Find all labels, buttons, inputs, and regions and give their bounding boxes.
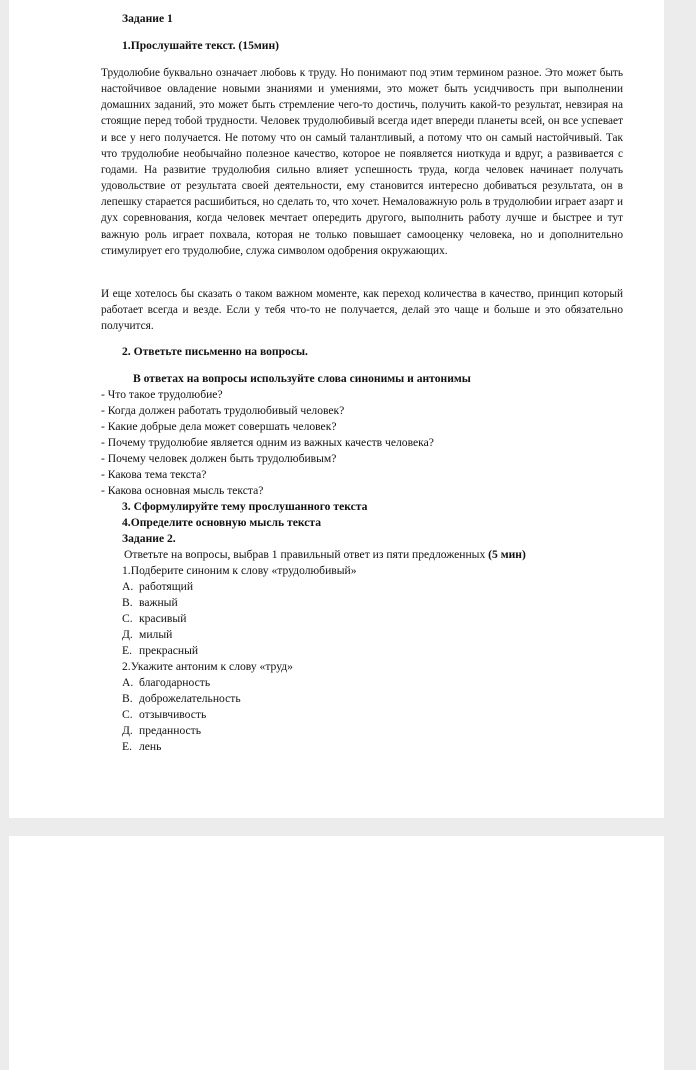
option-1c: C. красивый: [122, 612, 187, 625]
listen-heading: 1.Прослушайте текст. (15мин): [122, 39, 279, 52]
question-item: - Когда должен работать трудолюбивый человек?: [101, 404, 345, 417]
option-1e: E. прекрасный: [122, 644, 199, 657]
option-2e: E. лень: [122, 740, 162, 753]
document-page-2: [9, 836, 664, 1070]
question-item: - Что такое трудолюбие?: [101, 388, 223, 401]
option-1d: Д. милый: [122, 628, 173, 641]
question-2: 2.Укажите антоним к слову «труд»: [122, 660, 293, 673]
step-3: 3. Сформулируйте тему прослушанного текста: [122, 500, 368, 513]
task2-time: (5 мин): [488, 548, 526, 561]
question-item: - Какова тема текста?: [101, 468, 207, 481]
option-2d: Д. преданность: [122, 724, 202, 737]
option-1a: A. работящий: [122, 580, 194, 593]
answer-heading: 2. Ответьте письменно на вопросы.: [122, 345, 308, 358]
document-page-1: [9, 0, 664, 818]
question-item: - Почему трудолюбие является одним из важных качеств человека?: [101, 436, 434, 449]
question-item: - Почему человек должен быть трудолюбивым?: [101, 452, 337, 465]
paragraph-2: И еще хотелось бы сказать о таком важном моменте, как переход количества в качество, принцип который работает всегда и везде. Если у тебя что-то не получается, делай это чаще и больше и это обязательно получится.: [101, 288, 623, 333]
option-2a: A. благодарность: [122, 676, 211, 689]
question-item: - Какие добрые дела может совершать человек?: [101, 420, 337, 433]
task1-title: Задание 1: [122, 12, 173, 25]
step-4: 4.Определите основную мысль текста: [122, 516, 322, 529]
task2-instruction: Ответьте на вопросы, выбрав 1 правильный ответ из пяти предложенных (5 мин): [124, 548, 526, 561]
task2-title: Задание 2.: [122, 532, 176, 545]
option-2c: C. отзывчивость: [122, 708, 207, 721]
paragraph-1: Трудолюбие буквально означает любовь к труду. Но понимают под этим термином разное. Это может быть настойчивое овладение новыми знаниями и умениями, это может быть усидчивость при выполнении домашних заданий, это может быть стремление чего-то достичь, получить какой-то результат, невзирая на стоящие перед тобой трудности. Человек трудолюбивый всегда идет впереди планеты всей, он все успевает и все у него получается. Не потому что он самый талантливый, а потому что он самый настойчивый. Так что трудолюбие необычайно полезное качество, которое не появляется ниоткуда и вдруг, а развивается с годами. На развитие трудолюбия сильно влияет успешность труда, когда человек начинает получать удовольствие от результата своей деятельности, ему становится интересно добиваться результата, он в лепешку старается расшибиться, но сделать то, что хочет. Немаловажную роль в трудолюбии играет азарт и дух соревнования, когда человек мечтает опередить другого, выполнить работу лучше и быстрее и тут важную роль играет похвала, которая не только повышает самооценку человека, но и дополнительно стимулирует его трудолюбие, служа символом одобрения окружающих.: [101, 67, 623, 257]
option-1b: B. важный: [122, 596, 178, 609]
question-item: - Какова основная мысль текста?: [101, 484, 264, 497]
synonyms-note: В ответах на вопросы используйте слова синонимы и антонимы: [133, 372, 471, 385]
question-1: 1.Подберите синоним к слову «трудолюбивый»: [122, 564, 357, 577]
option-2b: B. доброжелательность: [122, 692, 241, 705]
